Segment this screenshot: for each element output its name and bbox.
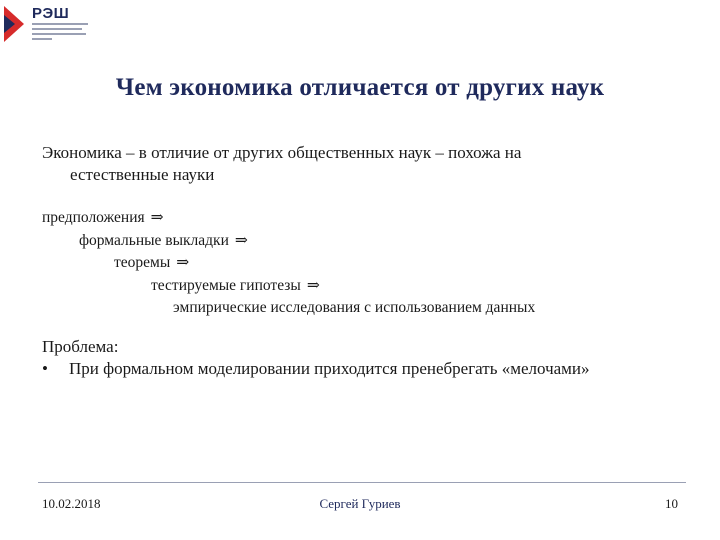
- chain-step: [42, 297, 535, 320]
- chain-step: [42, 207, 535, 230]
- implies-arrow-icon: ⇒: [234, 231, 248, 249]
- chain-step: [42, 230, 535, 253]
- reasoning-chain: [42, 207, 535, 320]
- logo-name: РЭШ: [32, 5, 70, 22]
- chain-step-text: тестируемые гипотезы: [151, 276, 301, 294]
- problem-item: [42, 358, 590, 380]
- footer-author: Сергей Гуриев: [319, 496, 401, 511]
- problem-item-text: При формальном моделировании приходится пренебрегать «мелочами»: [69, 359, 590, 378]
- chain-step-text: предположения: [42, 209, 145, 226]
- problem-label: Проблема:: [42, 337, 119, 356]
- bullet-icon: •: [42, 359, 48, 378]
- slide-title: Чем экономика отличается от других наук: [115, 74, 605, 101]
- nes-logo-mark-icon: [4, 6, 26, 42]
- chain-step: [42, 275, 535, 298]
- footer-page-number: 10: [665, 496, 678, 511]
- intro-line-2: естественные науки: [70, 165, 215, 184]
- chain-step-text: формальные выкладки: [79, 231, 229, 249]
- problem-section: [42, 336, 590, 380]
- intro-line-1: Экономика – в отличие от других общественных наук – похожа на: [42, 143, 522, 162]
- implies-arrow-icon: ⇒: [176, 254, 190, 271]
- footer-divider: [38, 482, 686, 483]
- logo: [4, 4, 94, 44]
- implies-arrow-icon: ⇒: [306, 276, 320, 294]
- chain-step: [42, 252, 535, 275]
- chain-step-text: теоремы: [114, 254, 171, 271]
- implies-arrow-icon: ⇒: [150, 209, 164, 226]
- intro-text: [42, 142, 642, 186]
- footer-date: 10.02.2018: [42, 496, 101, 511]
- chain-step-text: эмпирические исследования с использованием данных: [173, 299, 536, 316]
- logo-subtitle-lines: [32, 23, 88, 43]
